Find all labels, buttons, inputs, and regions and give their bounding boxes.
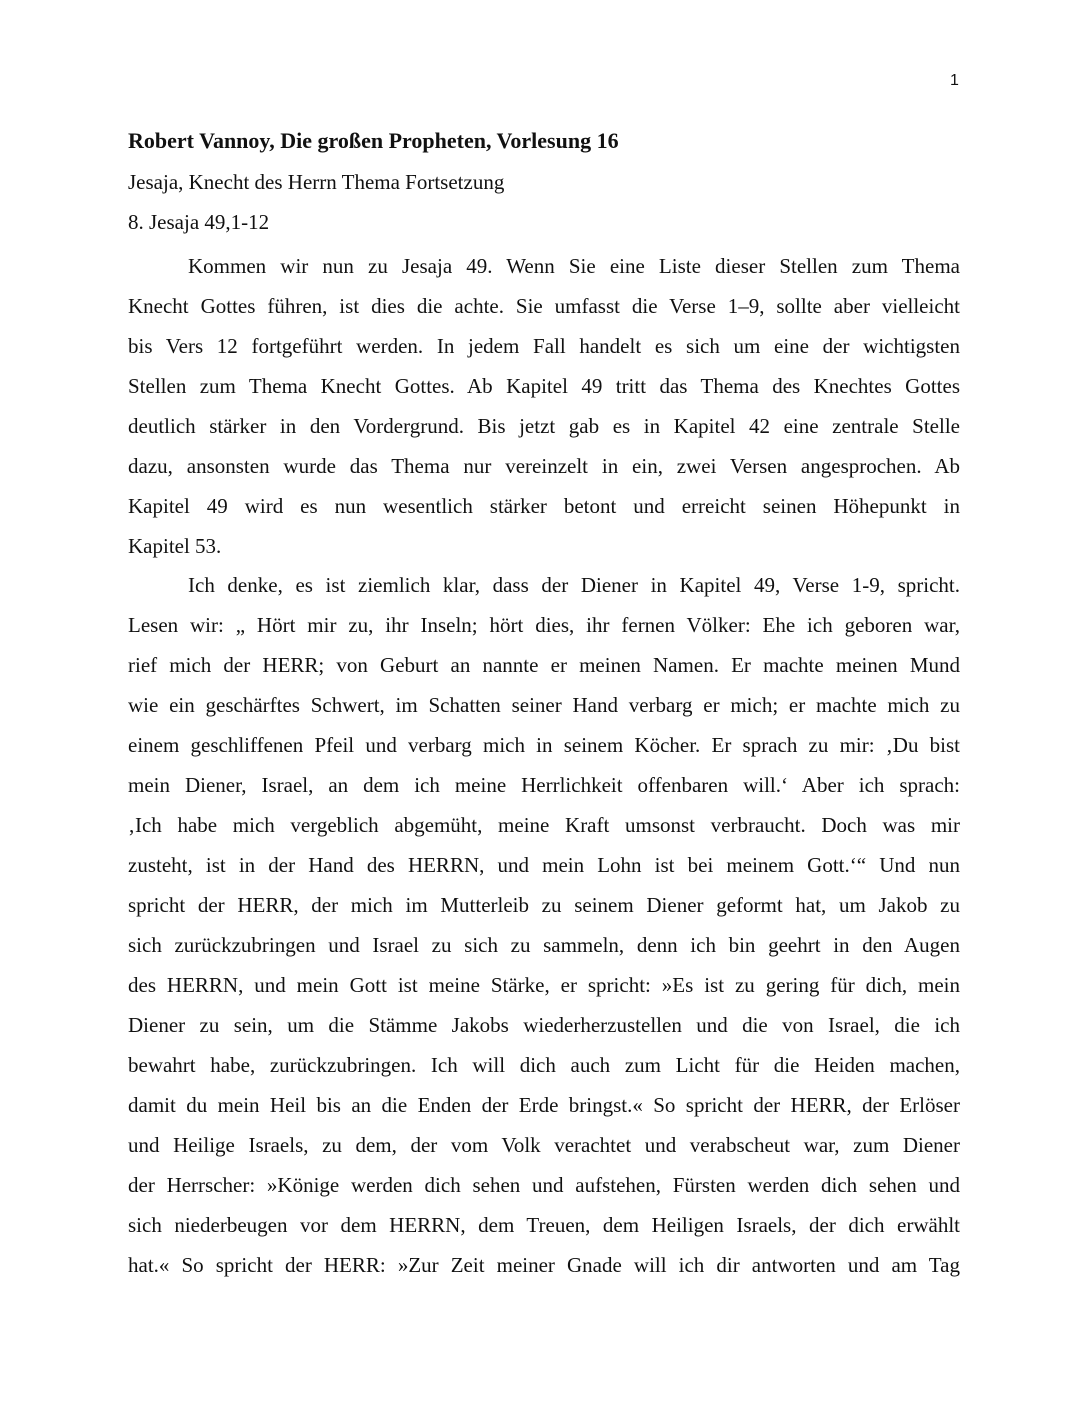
section-heading: 8. Jesaja 49,1-12	[128, 210, 270, 234]
text-line: Ich denke, es ist ziemlich klar, dass der Diener in Kapitel 49, Verse 1-9, spricht.	[188, 573, 960, 597]
text-line: rief mich der HERR; von Geburt an nannte er meinen Namen. Er machte meinen Mund	[128, 653, 960, 677]
document-title: Robert Vannoy, Die großen Propheten, Vorlesung 16	[128, 128, 619, 153]
text-line: der Herrscher: »Könige werden dich sehen und aufstehen, Fürsten werden dich sehen und	[128, 1173, 960, 1197]
text-line: des HERRN, und mein Gott ist meine Stärke, er spricht: »Es ist zu gering für dich, mein	[128, 973, 960, 997]
text-line: Stellen zum Thema Knecht Gottes. Ab Kapitel 49 tritt das Thema des Knechtes Gottes	[128, 374, 960, 398]
text-line: einem geschliffenen Pfeil und verbarg mich in seinem Köcher. Er sprach zu mir: ‚Du bist	[128, 733, 960, 757]
text-line: Lesen wir: „ Hört mir zu, ihr Inseln; hört dies, ihr fernen Völker: Ehe ich geboren war,	[128, 613, 960, 637]
text-line: hat.« So spricht der HERR: »Zur Zeit meiner Gnade will ich dir antworten und am Tag	[128, 1253, 960, 1277]
text-line: Kapitel 53.	[128, 534, 222, 558]
text-line: wie ein geschärftes Schwert, im Schatten seiner Hand verbarg er mich; er machte mich zu	[128, 693, 960, 717]
text-line: bis Vers 12 fortgeführt werden. In jedem Fall handelt es sich um eine der wichtigsten	[128, 334, 960, 358]
text-line: Diener zu sein, um die Stämme Jakobs wiederherzustellen und die von Israel, die ich	[128, 1013, 960, 1037]
document-subtitle: Jesaja, Knecht des Herrn Thema Fortsetzung	[128, 170, 505, 194]
text-line: damit du mein Heil bis an die Enden der Erde bringst.« So spricht der HERR, der Erlöser	[128, 1093, 960, 1117]
paragraph-1	[128, 246, 960, 566]
text-line: Kapitel 49 wird es nun wesentlich stärker betont und erreicht seinen Höhepunkt in	[128, 494, 960, 518]
text-line: Knecht Gottes führen, ist dies die achte. Sie umfasst die Verse 1–9, sollte aber vielleicht	[128, 294, 960, 318]
text-line: sich zurückzubringen und Israel zu sich zu sammeln, denn ich bin geehrt in den Augen	[128, 933, 960, 957]
text-line: und Heilige Israels, zu dem, der vom Volk verachtet und verabscheut war, zum Diener	[128, 1133, 960, 1157]
text-line: sich niederbeugen vor dem HERRN, dem Treuen, dem Heiligen Israels, der dich erwählt	[128, 1213, 960, 1237]
text-line: mein Diener, Israel, an dem ich meine Herrlichkeit offenbaren will.‘ Aber ich sprach:	[128, 773, 960, 797]
text-line: deutlich stärker in den Vordergrund. Bis jetzt gab es in Kapitel 42 eine zentrale Stelle	[128, 414, 960, 438]
text-line: spricht der HERR, der mich im Mutterleib zu seinem Diener geformt hat, um Jakob zu	[128, 893, 960, 917]
text-line: bewahrt habe, zurückzubringen. Ich will dich auch zum Licht für die Heiden machen,	[128, 1053, 960, 1077]
page-number: 1	[950, 72, 959, 89]
paragraph-2	[128, 565, 960, 1285]
text-line: Kommen wir nun zu Jesaja 49. Wenn Sie eine Liste dieser Stellen zum Thema	[188, 254, 960, 278]
text-line: ‚Ich habe mich vergeblich abgemüht, meine Kraft umsonst verbraucht. Doch was mir	[128, 813, 960, 837]
text-line: dazu, ansonsten wurde das Thema nur vereinzelt in ein, zwei Versen angesprochen. Ab	[128, 454, 960, 478]
text-line: zusteht, ist in der Hand des HERRN, und mein Lohn ist bei meinem Gott.‘“ Und nun	[128, 853, 960, 877]
